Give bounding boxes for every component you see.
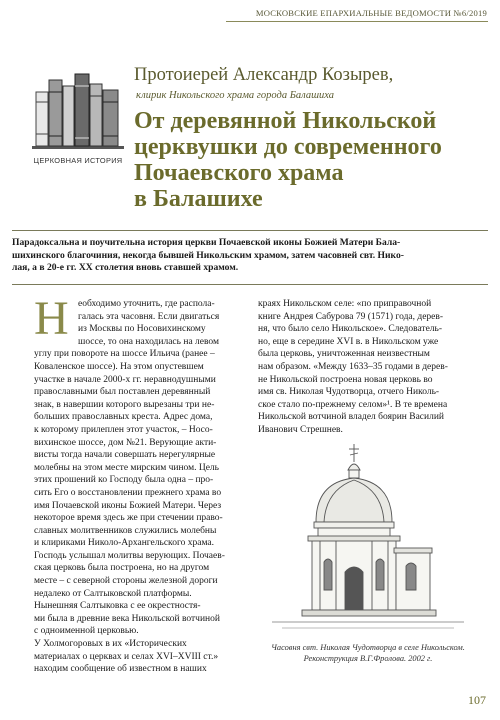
- text-line: висты тогда начали совершать нерегулярные: [34, 450, 216, 461]
- author-name: Протоиерей Александр Козырев,: [134, 65, 394, 85]
- lead-line: лая, а в 20-е гг. XX столетия вновь ставшей храмом.: [12, 262, 239, 273]
- lead-line: Парадоксальна и поучительна история церкви Почаевской иконы Божией Матери Бала-: [12, 237, 401, 248]
- text-line: этих прошений ко Господу была одна – про-: [34, 475, 214, 486]
- text-column-left: [34, 292, 246, 676]
- text-line: не Никольской построена новая церковь во: [258, 374, 433, 385]
- text-line: Никольской вотчиной владел боярин Василий: [258, 412, 444, 423]
- lead-line: шихинского благочиния, некогда бывшей Никольским храмом, затем часовней свт. Нико-: [12, 249, 404, 261]
- text-line: участке в начале 2000-х гг. неравнодушными: [34, 374, 216, 385]
- caption-line: Реконструкция В.Г.Фролова. 2002 г.: [303, 654, 433, 663]
- page-number: 107: [468, 693, 486, 707]
- text-line: вихинское шоссе, дом №21. Верующие акти-: [34, 437, 217, 448]
- text-line: сить Его о восстановлении прежнего храма во: [34, 487, 222, 498]
- text-line: Коваленское шоссе). На этом опустевшем: [34, 361, 204, 372]
- lead-rule-bottom: [12, 284, 488, 285]
- text-line: из Москвы по Носовихинскому: [78, 324, 206, 335]
- text-line: ми была в древние века Никольской вотчиной: [34, 613, 220, 624]
- books-icon: [30, 62, 126, 154]
- text-line: православными был поставлен деревянный: [34, 387, 211, 398]
- illustration-caption: [258, 642, 478, 664]
- text-line: и клириками Николо-Архангельского храма.: [34, 538, 214, 549]
- article-title: [134, 108, 494, 212]
- text-line: Иванович Стрешнев.: [258, 424, 343, 435]
- text-line: шоссе, то она находилась на левом: [78, 336, 219, 347]
- article-lead: [12, 237, 488, 275]
- text-line: Господь услышал молитвы верующих. Почаев-: [34, 550, 225, 561]
- author-role: клирик Никольского храма города Балашиха: [136, 90, 335, 101]
- chapel-illustration: [258, 440, 478, 632]
- text-line: знак, в навершии которого вырезаны три не-: [34, 399, 215, 410]
- title-line: церквушки до современного: [134, 134, 442, 160]
- text-line: находим сообщение об известном в наших: [34, 664, 207, 675]
- chapel-drawing: [258, 440, 478, 632]
- text-line: некоторое время здесь же при стечении право-: [34, 513, 223, 524]
- text-line: краях Никольском селе: «по приправочной: [258, 299, 432, 309]
- text-line: с одноименной церковью.: [34, 626, 139, 637]
- text-line: молебны на этом месте мирским чином. Цель: [34, 462, 220, 473]
- title-line: От деревянной Никольской: [134, 108, 437, 134]
- rubric-emblem: [30, 62, 126, 170]
- text-line: материалах о церквах и селах XVI–XVIII ст.»: [34, 651, 219, 662]
- journal-header: МОСКОВСКИЕ ЕПАРХИАЛЬНЫЕ ВЕДОМОСТИ №6/2019: [255, 8, 487, 18]
- header-rule: [226, 21, 488, 22]
- text-line: ская церковь была построена, но на другом: [34, 563, 210, 574]
- title-line: в Балашихе: [134, 186, 263, 212]
- caption-line: Часовня свт. Николая Чудотворца в селе Никольском.: [271, 643, 465, 652]
- text-line: нам образом. «Между 1633–35 годами в дерев-: [258, 361, 448, 372]
- text-line: месте – с северной стороны железной дороги: [34, 576, 218, 587]
- text-line: ское стало по-прежнему селом»¹. В те времена: [258, 399, 448, 410]
- text-line: Нынешняя Салтыковка с ее окрестностя-: [34, 601, 201, 612]
- text-line: еобходимо уточнить, где распола-: [78, 299, 215, 309]
- rubric-label: ЦЕРКОВНАЯ ИСТОРИЯ: [33, 156, 123, 165]
- text-line: больших православных креста. Адрес дома,: [34, 412, 213, 423]
- text-line: углу при повороте на шоссе Ильича (ранее –: [34, 349, 215, 360]
- text-line: У Холмогоровых в их «Исторических: [34, 639, 187, 650]
- title-line: Почаевского храма: [134, 160, 344, 186]
- text-line: к которому прилеплен этот участок, – Носо-: [34, 424, 213, 435]
- text-line: книге Андрея Сабурова 79 (1571) года, дерев-: [258, 311, 444, 322]
- text-line: славных молитвенников служились молебны: [34, 525, 217, 536]
- text-line: недалеко от Салтыковской платформы.: [34, 588, 192, 599]
- drop-cap: Н: [34, 292, 69, 345]
- text-line: имя св. Николая Чудотворца, отчего Николь-: [258, 387, 440, 398]
- text-line: ня, что было село Никольское». Следователь-: [258, 324, 443, 335]
- text-column-right: [258, 298, 476, 437]
- lead-rule-top: [12, 230, 488, 231]
- text-line: имя Почаевской иконы Божией Матери. Через: [34, 500, 222, 511]
- text-line: но, еще в середине XVI в. в Никольском уже: [258, 336, 439, 347]
- text-line: была церковь, уничтоженная неизвестным: [258, 349, 430, 360]
- text-line: галась эта часовня. Если двигаться: [78, 311, 220, 322]
